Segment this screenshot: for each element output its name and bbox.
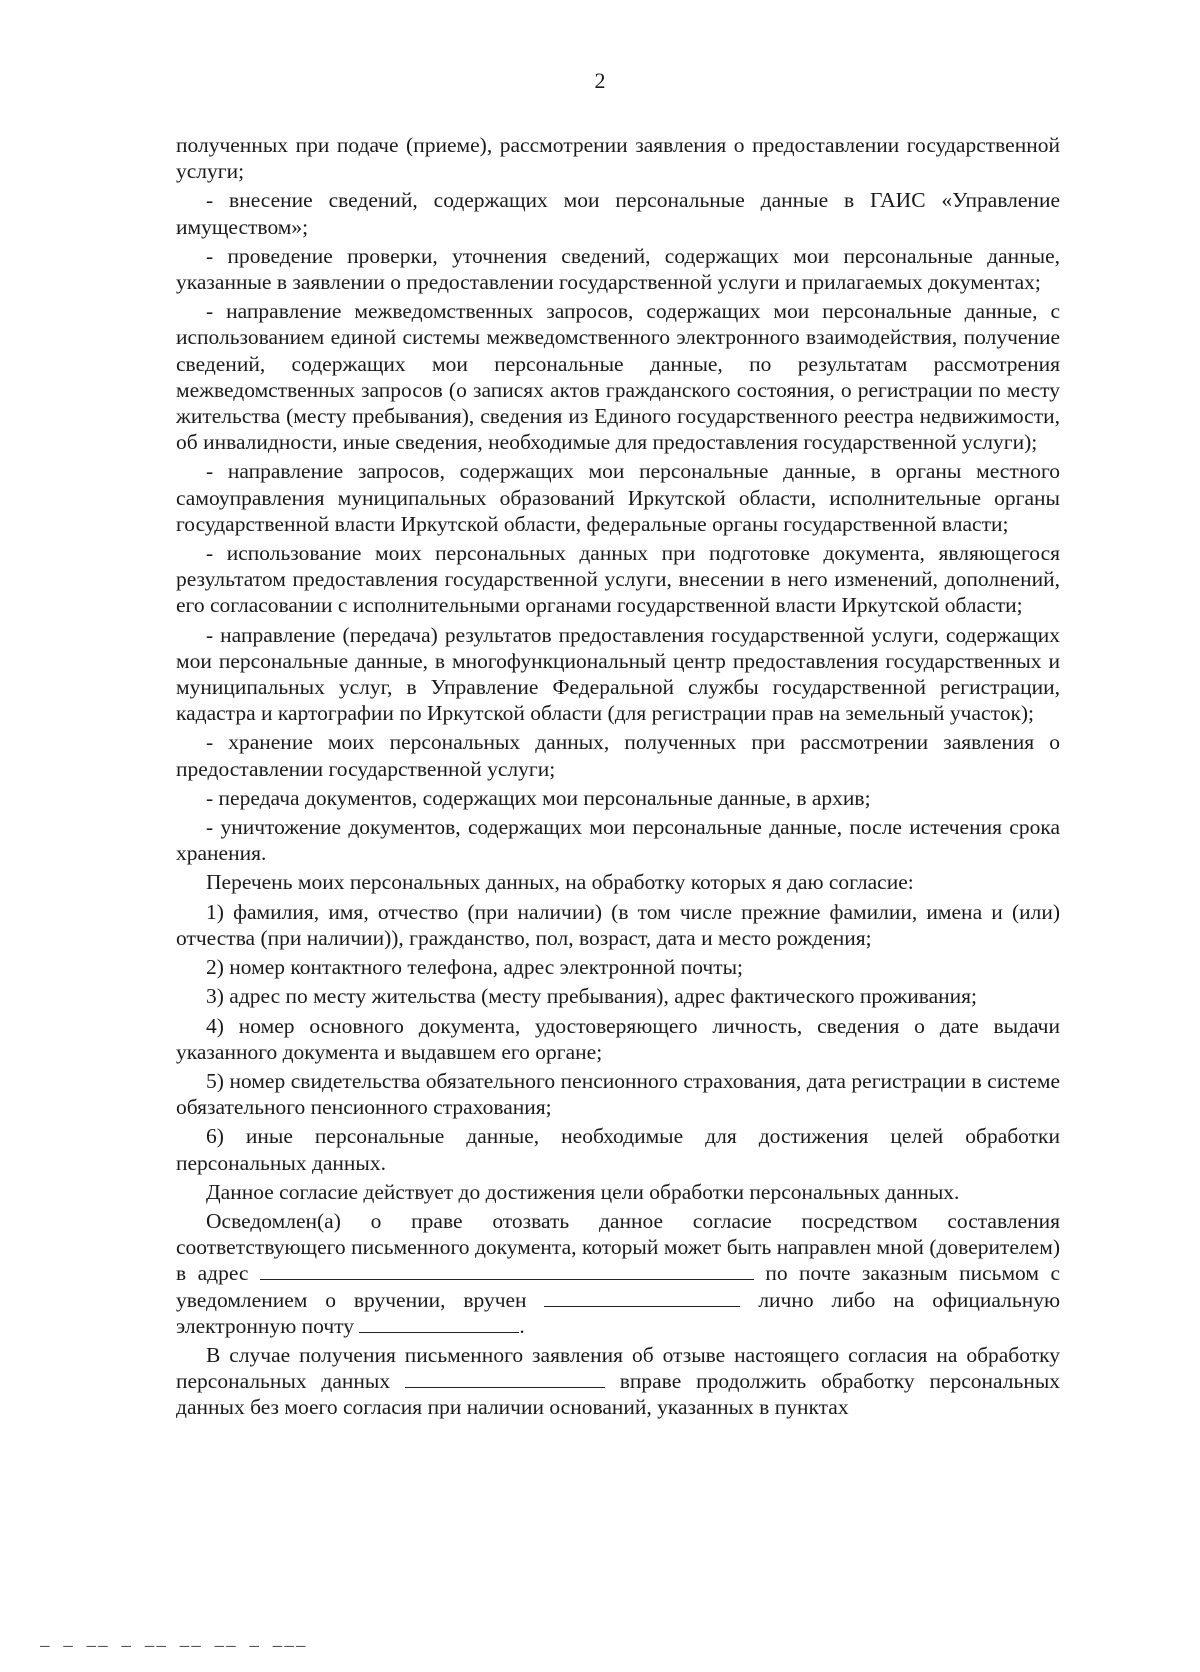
paragraph: - хранение моих персональных данных, полученных при рассмотрении заявления о предоставлении государственной услуги; [176, 730, 1060, 781]
paragraph: 1) фамилия, имя, отчество (при наличии) (в том числе прежние фамилии, имена и (или) отчества (при наличии)), гражданство, пол, возраст, дата и место рождения; [176, 899, 1060, 950]
paragraph: Данное согласие действует до достижения цели обработки персональных данных. [206, 1179, 960, 1204]
paragraph: 2) номер контактного телефона, адрес электронной почты; [206, 955, 744, 980]
paragraph-list [176, 132, 1060, 1208]
document-body [176, 132, 1060, 1421]
withdrawal-text-1: В случае получения письменного заявления об отзыве настоящего согласия на обработку персональных данных [176, 1342, 1060, 1394]
revocation-text-3: лично либо на официальную электронную почту [176, 1287, 1061, 1338]
page-number: 2 [594, 68, 606, 93]
withdrawal-paragraph [176, 1342, 1060, 1421]
revocation-text-4: . [519, 1313, 525, 1338]
paragraph: - направление запросов, содержащих мои персональные данные, в органы местного самоуправления муниципальных образований Иркутской области, исполнительные органы государственной власти Иркутской области, федеральные органы государственной власти; [176, 459, 1060, 536]
revocation-paragraph [176, 1208, 1060, 1339]
revocation-text-1: Осведомлен(а) о праве отозвать данное согласие посредством составления соответствующего письменного документа, который может быть направлен мной (доверителем) в адрес [176, 1208, 1060, 1286]
email-blank[interactable] [359, 1314, 519, 1333]
paragraph: - направление межведомственных запросов, содержащих мои персональные данные, с использованием единой системы межведомственного электронного взаимодействия, получение сведений, содержащих мои персональные данные, по результатам рассмотрения межведомственных запросов (о записях актов гражданского состояния, о регистрации по месту жительства (месту пребывания), сведения из Единого государственного реестра недвижимости, об инвалидности, иные сведения, необходимые для предоставления государственной услуги); [176, 299, 1060, 455]
paragraph: - передача документов, содержащих мои персональные данные, в архив; [206, 785, 871, 810]
operator-blank[interactable] [405, 1369, 605, 1388]
paragraph: - направление (передача) результатов предоставления государственной услуги, содержащих мои персональные данные, в многофункциональный центр предоставления государственных и муниципальных услуг, в Управление Федеральной службы государственной регистрации, кадастра и картографии по Иркутской области (для регистрации прав на земельный участок); [176, 622, 1060, 726]
paragraph: Перечень моих персональных данных, на обработку которых я даю согласие: [206, 870, 914, 895]
paragraph: - проведение проверки, уточнения сведений, содержащих мои персональные данные, указанные в заявлении о предоставлении государственной услуги и прилагаемых документах; [176, 243, 1060, 295]
paragraph: 4) номер основного документа, удостоверяющего личность, сведения о дате выдачи указанного документа и выдавшем его органе; [176, 1013, 1060, 1064]
withdrawal-text-2: вправе продолжить обработку персональных данных без моего согласия при наличии оснований, указанных в пунктах [176, 1369, 1061, 1420]
paragraph: - уничтожение документов, содержащих мои персональные данные, после истечения срока хранения. [176, 815, 1060, 866]
address-blank[interactable] [260, 1261, 754, 1280]
paragraph: 5) номер свидетельства обязательного пенсионного страхования, дата регистрации в системе обязательного пенсионного страхования; [176, 1068, 1060, 1120]
paragraph: - использование моих персональных данных при подготовке документа, являющегося результатом предоставления государственной услуги, внесении в него изменений, дополнений, его согласовании с исполнительными органами государственной власти Иркутской области; [176, 541, 1060, 618]
paragraph: - внесение сведений, содержащих мои персональные данные в ГАИС «Управление имуществом»; [176, 188, 1060, 239]
paragraph: 6) иные персональные данные, необходимые для достижения целей обработки персональных данных. [176, 1124, 1060, 1175]
scan-artifact-dashes: — — —— — —— —— —— — ——— [40, 1636, 308, 1655]
paragraph: 3) адрес по месту жительства (месту пребывания), адрес фактического проживания; [206, 984, 978, 1009]
revocation-text-2: по почте заказным письмом с уведомлением о вручении, вручен [176, 1261, 1060, 1312]
handed-to-blank[interactable] [544, 1288, 740, 1307]
paragraph: полученных при подаче (приеме), рассмотрении заявления о предоставлении государственной услуги; [176, 133, 1060, 184]
